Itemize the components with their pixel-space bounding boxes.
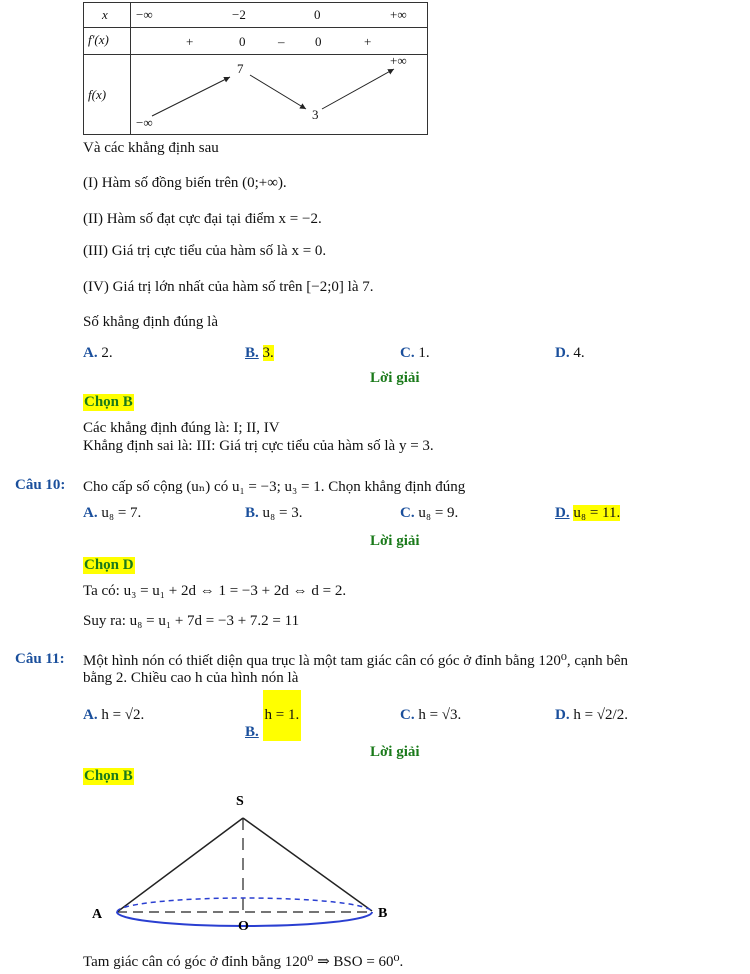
f-val-start: −∞ (136, 115, 153, 130)
q11-choice: Chọn B (84, 768, 133, 784)
f-val-max: 7 (237, 61, 244, 76)
statement: (III) Giá trị cực tiểu của hàm số là x = 0. (83, 243, 327, 259)
x-val: +∞ (390, 7, 407, 22)
intro-text: Và các khẳng định sau (83, 140, 219, 156)
q11-prompt-1: Một hình nón có thiết diện qua trục là một tam giác cân có góc ở đỉnh bằng 120⁰, cạnh bên (83, 653, 629, 669)
fp-sign: + (186, 34, 194, 49)
fp-sign: 0 (315, 34, 322, 49)
fp-sign: 0 (239, 34, 246, 49)
x-val: 0 (314, 7, 321, 22)
q11-number: Câu 11: (15, 651, 65, 667)
q11-option-b: B. h = 1. (245, 690, 301, 741)
statement: (I) Hàm số đồng biến trên (0;+∞). (83, 175, 287, 191)
f-val-end: +∞ (390, 53, 407, 68)
cone-figure (80, 788, 410, 933)
statement: (II) Hàm số đạt cực đại tại điểm x = −2. (83, 211, 322, 227)
q11-prompt-2: bằng 2. Chiều cao h của hình nón là (83, 670, 299, 686)
q10-option-c: C. u₈ = 9. (400, 505, 459, 521)
statement: (IV) Giá trị lớn nhất của hàm số trên [−2;0] là 7. (83, 279, 374, 295)
q11-option-a: A. h = √2. (83, 707, 145, 723)
table-f-label: f(x) (88, 87, 107, 102)
q11-final-line: Tam giác cân có góc ở đỉnh bằng 120⁰ ⇒ BSO = 60⁰. (83, 954, 404, 970)
q11-solution-label: Lời giải (370, 744, 420, 760)
q11-option-c: C. h = √3. (400, 707, 462, 723)
label-a: A (92, 907, 103, 922)
fp-sign: – (278, 34, 285, 49)
q10-solution-line: Ta có: u₃ = u₁ + 2d ⇔ 1 = −3 + 2d ⇔ d = 2. (83, 583, 347, 599)
q10-option-b: B. u₈ = 3. (245, 505, 303, 521)
q9-option-c: C. 1. (400, 345, 430, 361)
q9-solution-label: Lời giải (370, 370, 420, 386)
q9-prompt: Số khẳng định đúng là (83, 314, 218, 330)
fp-sign: + (364, 34, 372, 49)
label-b: B (378, 906, 388, 921)
q9-option-a: A. 2. (83, 345, 113, 361)
q9-solution-line: Các khẳng định đúng là: I; II, IV (83, 420, 280, 436)
x-val: −∞ (136, 7, 153, 22)
q9-option-d: D. 4. (555, 345, 585, 361)
cone-base-back (117, 898, 372, 912)
q9-solution-line: Khẳng định sai là: III: Giá trị cực tiểu của hàm số là y = 3. (83, 438, 434, 454)
label-o: O (238, 919, 249, 933)
label-s: S (236, 794, 244, 809)
q10-solution-line: Suy ra: u₈ = u₁ + 7d = −3 + 7.2 = 11 (83, 613, 300, 629)
q9-option-b: B. 3. (245, 345, 274, 361)
table-fp-label: f'(x) (88, 32, 109, 47)
q9-choice: Chọn B (84, 394, 133, 410)
cone-edge-sb (243, 818, 372, 911)
q10-choice: Chọn D (84, 557, 134, 573)
q10-solution-label: Lời giải (370, 533, 420, 549)
q10-prompt: Cho cấp số cộng (uₙ) có u₁ = −3; u₃ = 1. Chọn khẳng định đúng (83, 479, 466, 495)
x-val: −2 (232, 7, 246, 22)
q10-option-a: A. u₈ = 7. (83, 505, 142, 521)
q10-number: Câu 10: (15, 477, 66, 493)
table-x-label: x (102, 7, 108, 22)
q10-option-d: D. u₈ = 11. (555, 505, 621, 521)
q11-option-d: D. h = √2/2. (555, 707, 628, 723)
variation-table (83, 2, 428, 135)
f-val-min: 3 (312, 107, 319, 122)
